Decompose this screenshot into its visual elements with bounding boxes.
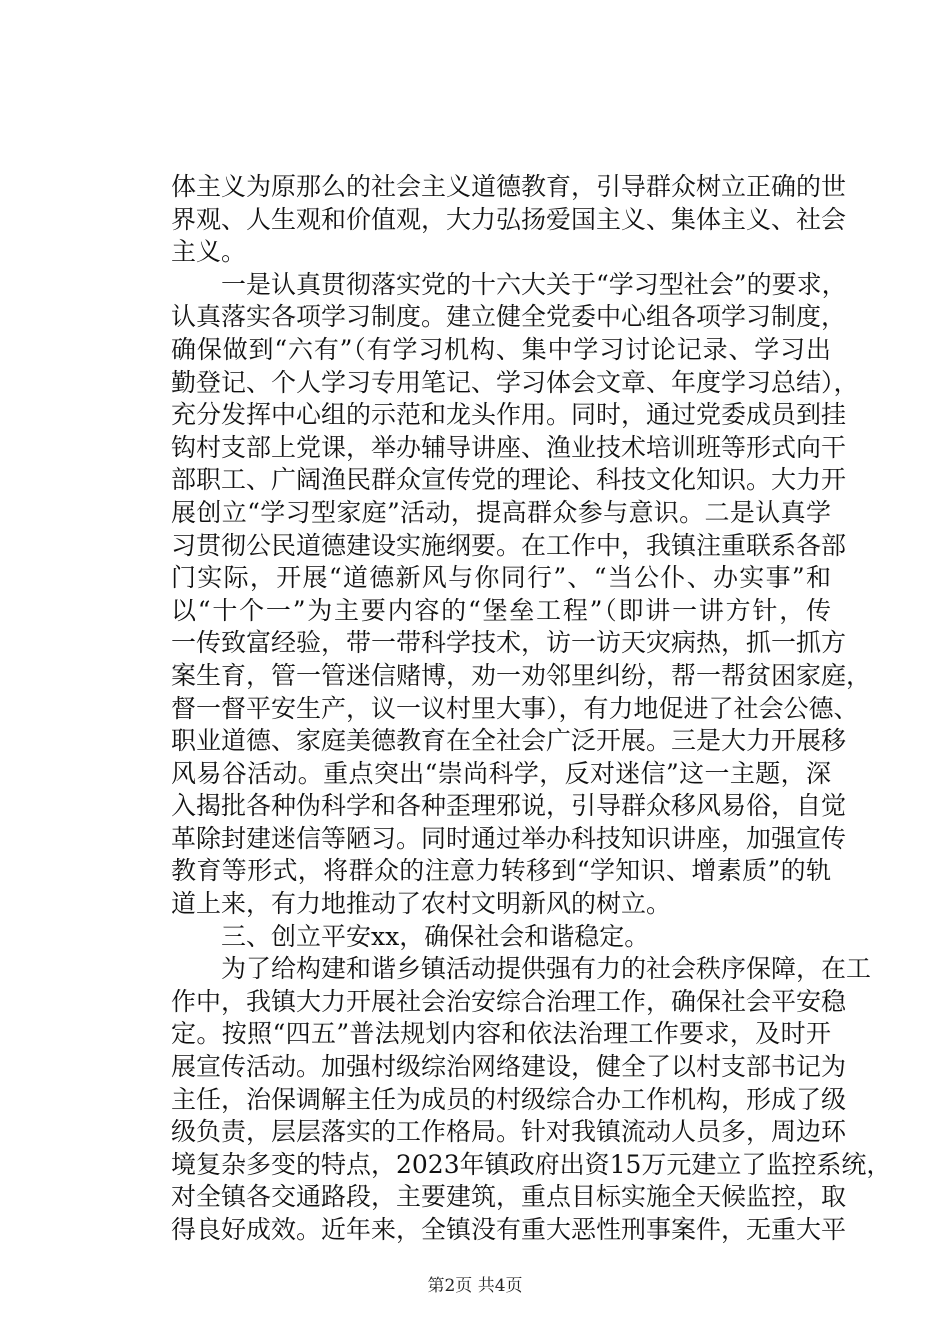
text-line: 钩村支部上党课，举办辅导讲座、渔业技术培训班等形式向干: [171, 432, 847, 462]
text-line: 入揭批各种伪科学和各种歪理邪说，引导群众移风易俗，自觉: [171, 791, 847, 821]
text-line: 级负责，层层落实的工作格局。针对我镇流动人员多，周边环: [171, 1117, 847, 1147]
text-line: 以“十个一”为主要内容的“堡垒工程”（即讲一讲方针，传: [171, 595, 831, 625]
text-line: 勤登记、个人学习专用笔记、学习体会文章、年度学习总结），: [171, 367, 859, 397]
text-line: 革除封建迷信等陋习。同时通过举办科技知识讲座，加强宣传: [171, 823, 847, 853]
text-line: 得良好成效。近年来，全镇没有重大恶性刑事案件，无重大平: [171, 1215, 847, 1244]
text-line: 职业道德、家庭美德教育在全社会广泛开展。三是大力开展移: [171, 726, 847, 756]
text-line: 门实际，开展“道德新风与你同行”、“当公仆、办实事”和: [171, 563, 831, 593]
text-line: 充分发挥中心组的示范和龙头作用。同时，通过党委成员到挂: [171, 400, 847, 430]
text-line: 主任，治保调解主任为成员的村级综合办工作机构，形成了级: [171, 1084, 847, 1114]
text-line: 认真落实各项学习制度。建立健全党委中心组各项学习制度，: [171, 302, 847, 332]
text-line: 一是认真贯彻落实党的十六大关于“学习型社会”的要求，: [171, 269, 847, 299]
text-line: 习贯彻公民道德建设实施纲要。在工作中，我镇注重联系各部: [171, 530, 847, 560]
text-line: 境复杂多变的特点，2023年镇政府出资15万元建立了监控系统，: [171, 1149, 892, 1179]
text-line: 教育等形式，将群众的注意力转移到“学知识、增素质”的轨: [171, 856, 831, 886]
text-line: 主义。: [171, 237, 247, 267]
text-line: 展宣传活动。加强村级综治网络建设，健全了以村支部书记为: [171, 1052, 847, 1082]
text-line: 一传致富经验，带一带科学技术，访一访天灾病热，抓一抓方: [171, 628, 847, 658]
text-line: 案生育，管一管迷信赌博，劝一劝邻里纠纷，帮一帮贫困家庭，: [171, 660, 872, 690]
section-heading: 三、创立平安xx，确保社会和谐稳定。: [171, 921, 650, 951]
text-line: 风易谷活动。重点突出“崇尚科学，反对迷信”这一主题，深: [171, 758, 831, 788]
text-line: 界观、人生观和价值观，大力弘扬爱国主义、集体主义、社会: [171, 204, 847, 234]
text-line: 对全镇各交通路段，主要建筑，重点目标实施全天候监控，取: [171, 1182, 847, 1212]
text-line: 道上来，有力地推动了农村文明新风的树立。: [171, 889, 672, 919]
text-line: 展创立“学习型家庭”活动，提高群众参与意识。二是认真学: [171, 497, 831, 527]
text-line: 督一督平安生产，议一议村里大事），有力地促进了社会公德、: [171, 693, 859, 723]
document-body: [171, 171, 892, 1247]
text-line: 作中，我镇大力开展社会治安综合治理工作，确保社会平安稳: [171, 986, 847, 1016]
text-line: 体主义为原那么的社会主义道德教育，引导群众树立正确的世: [171, 172, 847, 201]
text-line: 定。按照“四五”普法规划内容和依法治理工作要求，及时开: [171, 1019, 831, 1049]
page-number-footer: 第2页 共4页: [427, 1276, 523, 1296]
text-line: 为了给构建和谐乡镇活动提供强有力的社会秩序保障，在工: [171, 954, 872, 984]
text-line: 确保做到“六有”（有学习机构、集中学习讨论记录、学习出: [171, 334, 831, 364]
text-line: 部职工、广阔渔民群众宣传党的理论、科技文化知识。大力开: [171, 465, 847, 495]
